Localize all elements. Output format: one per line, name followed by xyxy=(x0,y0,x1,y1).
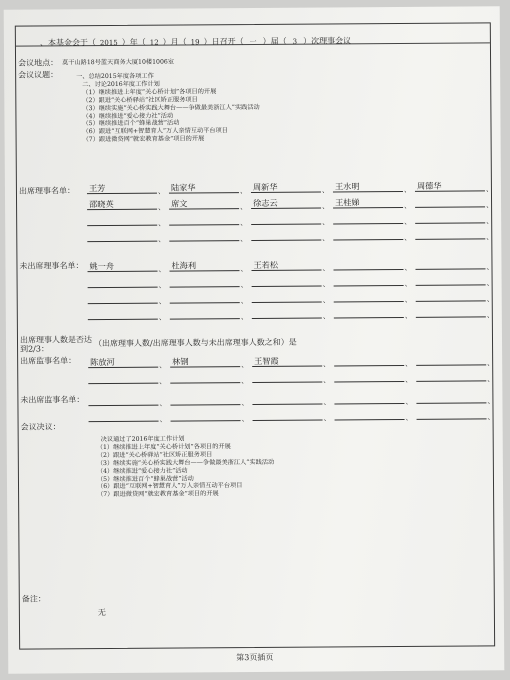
separator-comma: 、 xyxy=(487,375,495,384)
separator-comma: 、 xyxy=(322,218,330,227)
separator-comma: 、 xyxy=(404,201,412,210)
location-label: 会议地点： xyxy=(18,58,59,68)
header-year-unit: ）年（ xyxy=(121,37,146,47)
header-session-unit: ）次理事会议 xyxy=(303,36,352,46)
separator-comma: 、 xyxy=(239,187,247,196)
separator-comma: 、 xyxy=(405,359,413,368)
separator-comma: 、 xyxy=(158,235,166,244)
separator-comma: 、 xyxy=(158,281,166,290)
separator-comma: 、 xyxy=(405,375,413,384)
separator-comma: 、 xyxy=(404,233,412,242)
handwritten-name: 王芳 xyxy=(88,183,106,194)
separator-comma: 、 xyxy=(240,281,248,290)
separator-comma: 、 xyxy=(486,263,494,272)
agenda-item: （5）继续推进百个“蜂巢战营”活动 xyxy=(82,119,180,128)
agenda-item: （3）继续实施“关心桥实践大舞台——争做最美浙江人”实践活动 xyxy=(82,103,260,112)
separator-comma: 、 xyxy=(240,219,248,228)
separator-comma: 、 xyxy=(486,295,494,304)
separator-comma: 、 xyxy=(322,264,330,273)
separator-comma: 、 xyxy=(404,263,412,272)
handwritten-name: 姚一舟 xyxy=(89,260,115,272)
separator-comma: 、 xyxy=(486,217,494,226)
separator-comma: 、 xyxy=(486,311,494,320)
separator-comma: 、 xyxy=(240,235,248,244)
separator-comma: 、 xyxy=(403,185,411,194)
separator-comma: 、 xyxy=(321,186,329,195)
header-month-unit: ）月（ xyxy=(162,37,187,47)
separator-comma: 、 xyxy=(241,415,249,424)
handwritten-name: 陈放河 xyxy=(90,356,115,368)
separator-comma: 、 xyxy=(157,187,165,196)
present-directors-label: 出席理事名单： xyxy=(18,186,75,196)
absent-directors-label: 未出席理事名单： xyxy=(19,261,84,271)
location-value: 莫干山路18号蓝天商务大厦10楼1006室 xyxy=(62,58,175,67)
resolution-label: 会议决议： xyxy=(20,422,61,432)
separator-comma: 、 xyxy=(322,234,330,243)
separator-comma: 、 xyxy=(322,280,330,289)
agenda-item: 二、讨论2016年度工作计划 xyxy=(82,80,160,89)
separator-comma: 、 xyxy=(323,414,331,423)
separator-comma: 、 xyxy=(323,398,331,407)
handwritten-name: 王若松 xyxy=(253,259,279,271)
separator-comma: 、 xyxy=(158,297,166,306)
resolution-item: （7）跟进微贷网“就宏教育基金”项目的开展 xyxy=(97,490,219,499)
separator-comma: 、 xyxy=(404,217,412,226)
resolution-item: （4）继续推进“爱心接力社”活动 xyxy=(96,467,188,475)
resolution-intro: 决议通过了2016年度工作计划 xyxy=(100,435,185,444)
quorum-hint: （出席理事人数/出席理事人数与未出席理事人数之和）是 xyxy=(93,337,297,349)
agenda-item: （4）继续推进“爱心接力社”活动 xyxy=(82,112,174,120)
separator-comma: 、 xyxy=(322,312,330,321)
remarks-value: 无 xyxy=(97,608,106,618)
separator-comma: 、 xyxy=(158,313,166,322)
header-day-unit: ）日召开（ xyxy=(203,37,244,47)
separator-comma: 、 xyxy=(486,201,494,210)
separator-comma: 、 xyxy=(487,397,495,406)
quorum-label: 出席理事人数是否达到2/3： xyxy=(19,335,93,354)
separator-comma: 、 xyxy=(487,413,495,422)
separator-comma: 、 xyxy=(240,297,248,306)
separator-comma: 、 xyxy=(240,265,248,274)
header-day: 19 xyxy=(190,38,200,47)
separator-comma: 、 xyxy=(158,219,166,228)
agenda-item: （1）继续推进上年度“关心桥计划”各项目的开展 xyxy=(82,88,217,97)
header-year: 2015 xyxy=(99,38,118,48)
separator-comma: 、 xyxy=(322,296,330,305)
header-term: 一 xyxy=(249,37,257,47)
separator-comma: 、 xyxy=(487,359,495,368)
resolution-item: （2）跟进“关心桥驿站”社区矫正服务项目 xyxy=(96,451,213,459)
separator-comma: 、 xyxy=(159,377,167,386)
agenda-list xyxy=(76,72,260,144)
handwritten-name: 席文 xyxy=(171,198,188,209)
handwritten-name: 邵晓英 xyxy=(89,198,114,210)
separator-comma: 、 xyxy=(241,399,249,408)
separator-comma: 、 xyxy=(322,202,330,211)
resolution-list xyxy=(97,435,275,499)
present-supervisors-label: 出席监事名单： xyxy=(20,356,77,366)
resolution-item: （1）继续推进上年度“关心桥计划”各项目的开展 xyxy=(96,443,231,452)
absent-supervisors-label: 未出席监事名单： xyxy=(20,395,85,405)
separator-comma: 、 xyxy=(159,361,167,370)
header-prefix: 、本基金会于（ xyxy=(39,38,96,48)
separator-comma: 、 xyxy=(405,413,413,422)
resolution-item: （3）继续实施“关心桥实践大舞台——争做最美浙江人”实践活动 xyxy=(96,458,275,467)
separator-comma: 、 xyxy=(159,399,167,408)
separator-comma: 、 xyxy=(323,376,331,385)
resolution-item: （5）继续推进百个“蜂巢战营”活动 xyxy=(96,474,194,483)
handwritten-name: 徐志云 xyxy=(253,197,278,209)
remarks-label: 备注： xyxy=(21,594,46,604)
header-month: 12 xyxy=(149,38,159,47)
separator-comma: 、 xyxy=(486,233,494,242)
handwritten-name: 周德华 xyxy=(416,180,442,191)
separator-comma: 、 xyxy=(404,311,412,320)
agenda-label: 会议议题： xyxy=(18,70,59,80)
handwritten-name: 周新华 xyxy=(252,181,278,193)
agenda-item: （2）跟进“关心桥驿站”社区矫正服务项目 xyxy=(82,96,198,104)
handwritten-name: 王水明 xyxy=(334,181,360,192)
separator-comma: 、 xyxy=(405,397,413,406)
separator-comma: 、 xyxy=(158,203,166,212)
handwritten-name: 林钢 xyxy=(172,356,189,367)
handwritten-name: 王桂娣 xyxy=(335,197,360,208)
handwritten-name: 王智霞 xyxy=(254,355,279,366)
agenda-item: 一、总结2015年度各项工作 xyxy=(76,72,154,81)
separator-comma: 、 xyxy=(241,361,249,370)
agenda-item: （6）跟进“互联网+智慧育人”万人亲情互动平台项目 xyxy=(82,127,228,136)
separator-comma: 、 xyxy=(240,313,248,322)
separator-comma: 、 xyxy=(240,203,248,212)
document-page xyxy=(4,6,505,673)
separator-comma: 、 xyxy=(241,377,249,386)
handwritten-name: 陆家华 xyxy=(170,182,196,193)
handwritten-name: 杜海利 xyxy=(171,260,197,271)
page-footer: 第3页插页 xyxy=(236,652,274,663)
agenda-item: （7）跟进微贷网“就宏教育基金”项目的开展 xyxy=(82,135,205,144)
separator-comma: 、 xyxy=(485,185,493,194)
separator-comma: 、 xyxy=(159,415,167,424)
separator-comma: 、 xyxy=(323,360,331,369)
header-session: 3 xyxy=(292,37,298,46)
separator-comma: 、 xyxy=(486,279,494,288)
separator-comma: 、 xyxy=(404,295,412,304)
header-term-unit: ）届（ xyxy=(262,36,287,46)
separator-comma: 、 xyxy=(404,279,412,288)
resolution-item: （6）跟进“互联网+智慧育人”万人亲情互动平台项目 xyxy=(96,482,243,491)
separator-comma: 、 xyxy=(158,265,166,274)
